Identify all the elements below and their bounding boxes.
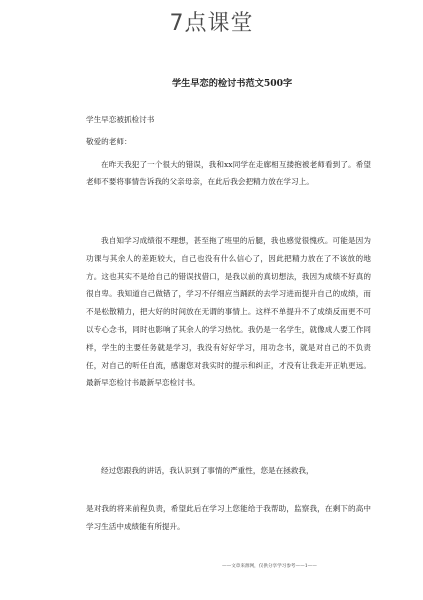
watermark-title: 7点课堂 <box>169 11 254 36</box>
document-subtitle: 学生早恋被抓检讨书 <box>86 115 155 124</box>
paragraph-3: 经过您跟我的讲话，我认识到了事情的严重性，您是在拯救我， <box>101 466 314 475</box>
paragraph-4: 是对我的将来前程负责，希望此后在学习上您能给于我帮助，监察我，在剩下的高中学习生活中成绩能有所提升。 <box>86 504 371 531</box>
page-footer: ——文章来源网，仅供分享学习参考——1—— <box>222 564 317 569</box>
paragraph-2: 我自知学习成绩很不理想，甚至拖了班里的后腿，我也感觉很愧疚。可能是因为功课与其余人的差距较大，自己也没有什么信心了，因此把精力放在了不该放的地方。这也其实不是给自己的错误找借口，是我以前的真切想法，我因为成绩不好真的很自卑。我知道自己做错了，学习不仔细应当踊跃的去学习进而提升自己的成绩，而不是松散精力，把大好的时间放在无谓的事情上。这样不单提升不了成绩反而更不可以专心念书，同时也影响了其余人的学习热忱。我仍是一名学生，就像成人要工作同样，学生的主要任务就是学习，我没有好好学习，用功念书，就是对自己的不负责任，对自己的听任自流，感谢您对我实时的提示和纠正，才没有让我走开正轨更远。最新早恋检讨书最新早恋检讨书。 <box>86 236 371 388</box>
document-title: 学生早恋的检讨书范文500字 <box>172 78 293 89</box>
paragraph-1: 在昨天我犯了一个很大的错误，我和xx同学在走廊相互搂抱被老师看到了。希望老师不要将事情告诉我的父亲母亲，在此后我会把精力放在学习上。 <box>86 160 371 187</box>
salutation: 敬爱的老师： <box>86 137 132 146</box>
